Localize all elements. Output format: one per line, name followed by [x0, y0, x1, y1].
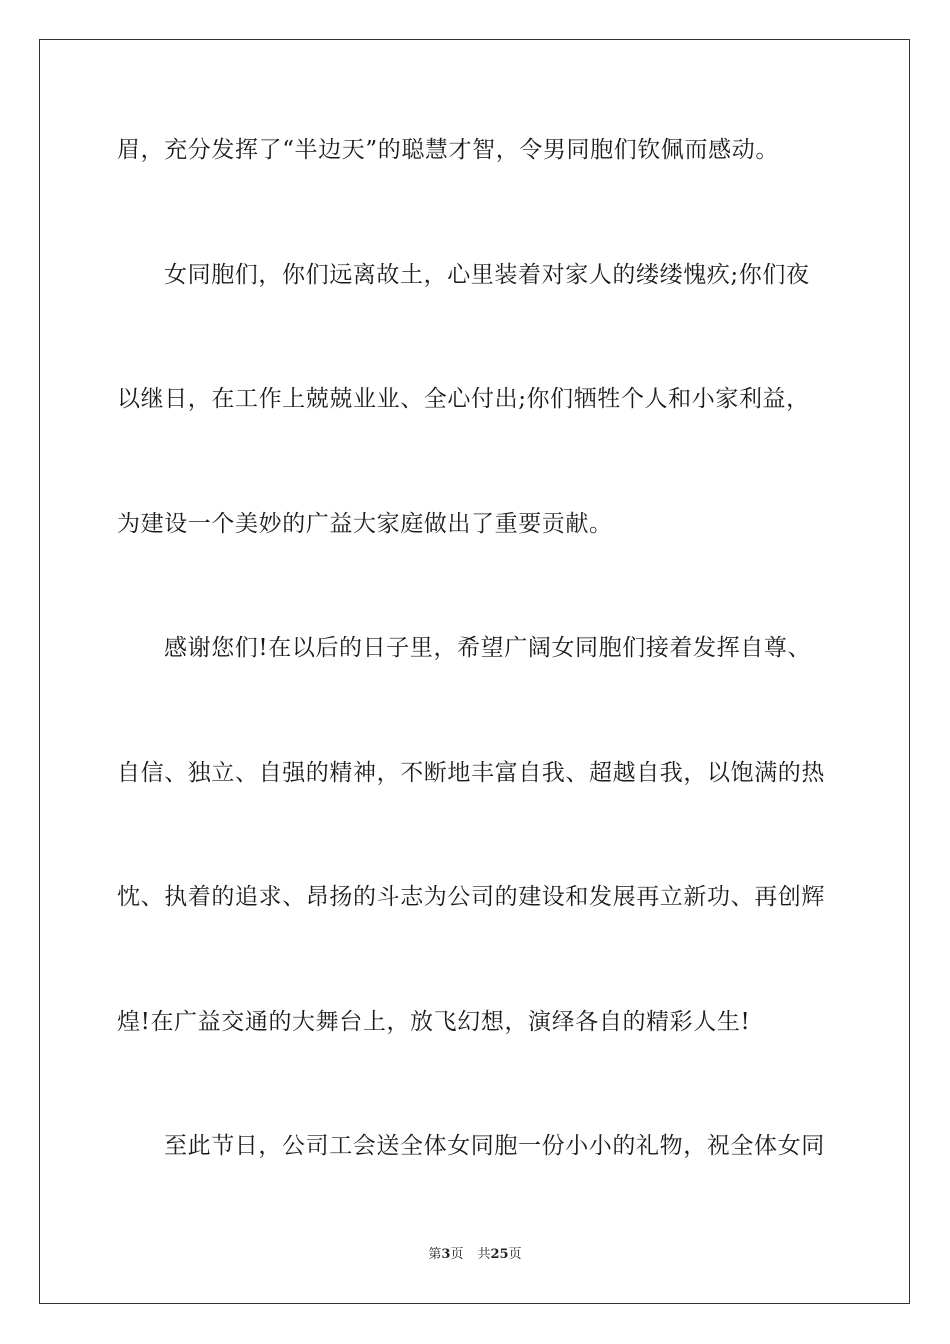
text-line: 女同胞们，你们远离故土，心里装着对家人的缕缕愧疚;你们夜 [164, 262, 810, 288]
text-line: 至此节日，公司工会送全体女同胞一份小小的礼物，祝全体女同 [164, 1133, 825, 1159]
text-line: 以继日，在工作上兢兢业业、全心付出;你们牺牲个人和小家利益， [117, 386, 810, 412]
total-label-prefix: 共 [477, 1247, 491, 1262]
page-label-prefix: 第 [428, 1247, 442, 1262]
text-line: 眉，充分发挥了“半边天”的聪慧才智，令男同胞们钦佩而感动。 [117, 137, 779, 163]
total-label-suffix: 页 [508, 1247, 522, 1262]
page-label-suffix: 页 [450, 1247, 464, 1262]
page-footer [0, 1247, 950, 1263]
text-line: 自信、独立、自强的精神，不断地丰富自我、超越自我，以饱满的热 [117, 760, 825, 786]
text-line: 忱、执着的追求、昂扬的斗志为公司的建设和发展再立新功、再创辉 [117, 884, 825, 910]
page-border [39, 39, 910, 1304]
text-line: 感谢您们!在以后的日子里，希望广阔女同胞们接着发挥自尊、 [164, 635, 812, 661]
text-line: 煌!在广益交通的大舞台上，放飞幻想，演绎各自的精彩人生! [117, 1009, 751, 1035]
total-pages: 25 [490, 1247, 509, 1262]
page-number: 3 [441, 1247, 451, 1262]
text-line: 为建设一个美妙的广益大家庭做出了重要贡献。 [117, 511, 613, 537]
